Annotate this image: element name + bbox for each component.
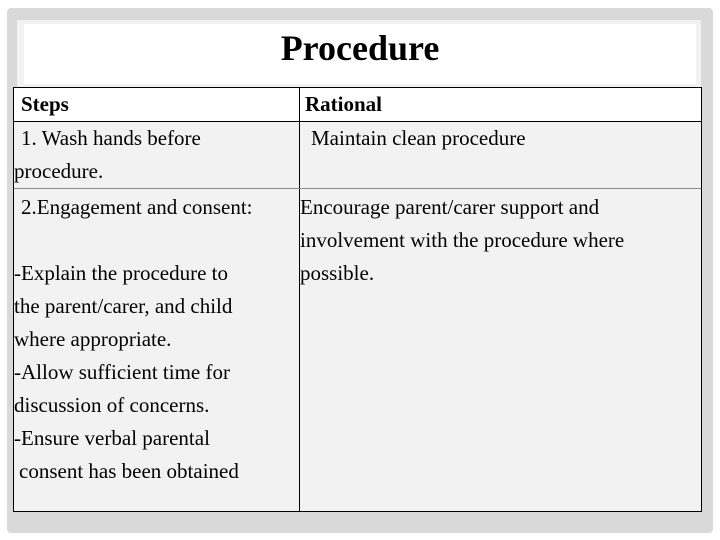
step-2-line-3: -Explain the procedure to	[14, 261, 228, 285]
step-2-line-7: discussion of concerns.	[14, 393, 210, 417]
step-2-line-6: -Allow sufficient time for	[14, 360, 230, 384]
column-divider	[299, 88, 300, 511]
step-2-line-1: 2.Engagement and consent:	[21, 195, 253, 219]
step-2-line-9: consent has been obtained	[19, 459, 239, 483]
slide-title: Procedure	[280, 28, 440, 68]
rational-2-line-2: involvement with the procedure where	[300, 228, 625, 252]
step-2-line-4: the parent/carer, and child	[14, 294, 233, 318]
header-steps: Steps	[21, 92, 69, 116]
step-1-line-2: procedure.	[14, 159, 104, 183]
row-divider	[14, 188, 701, 189]
step-1-line-1: 1. Wash hands before	[21, 126, 201, 150]
step-2-line-8: -Ensure verbal parental	[14, 426, 210, 450]
rational-2-line-1: Encourage parent/carer support and	[300, 195, 600, 219]
rational-2-line-3: possible.	[300, 261, 375, 285]
procedure-table	[13, 87, 702, 512]
rational-1-line-1: Maintain clean procedure	[311, 126, 526, 150]
header-rational: Rational	[305, 92, 383, 116]
step-2-line-5: where appropriate.	[14, 327, 172, 351]
